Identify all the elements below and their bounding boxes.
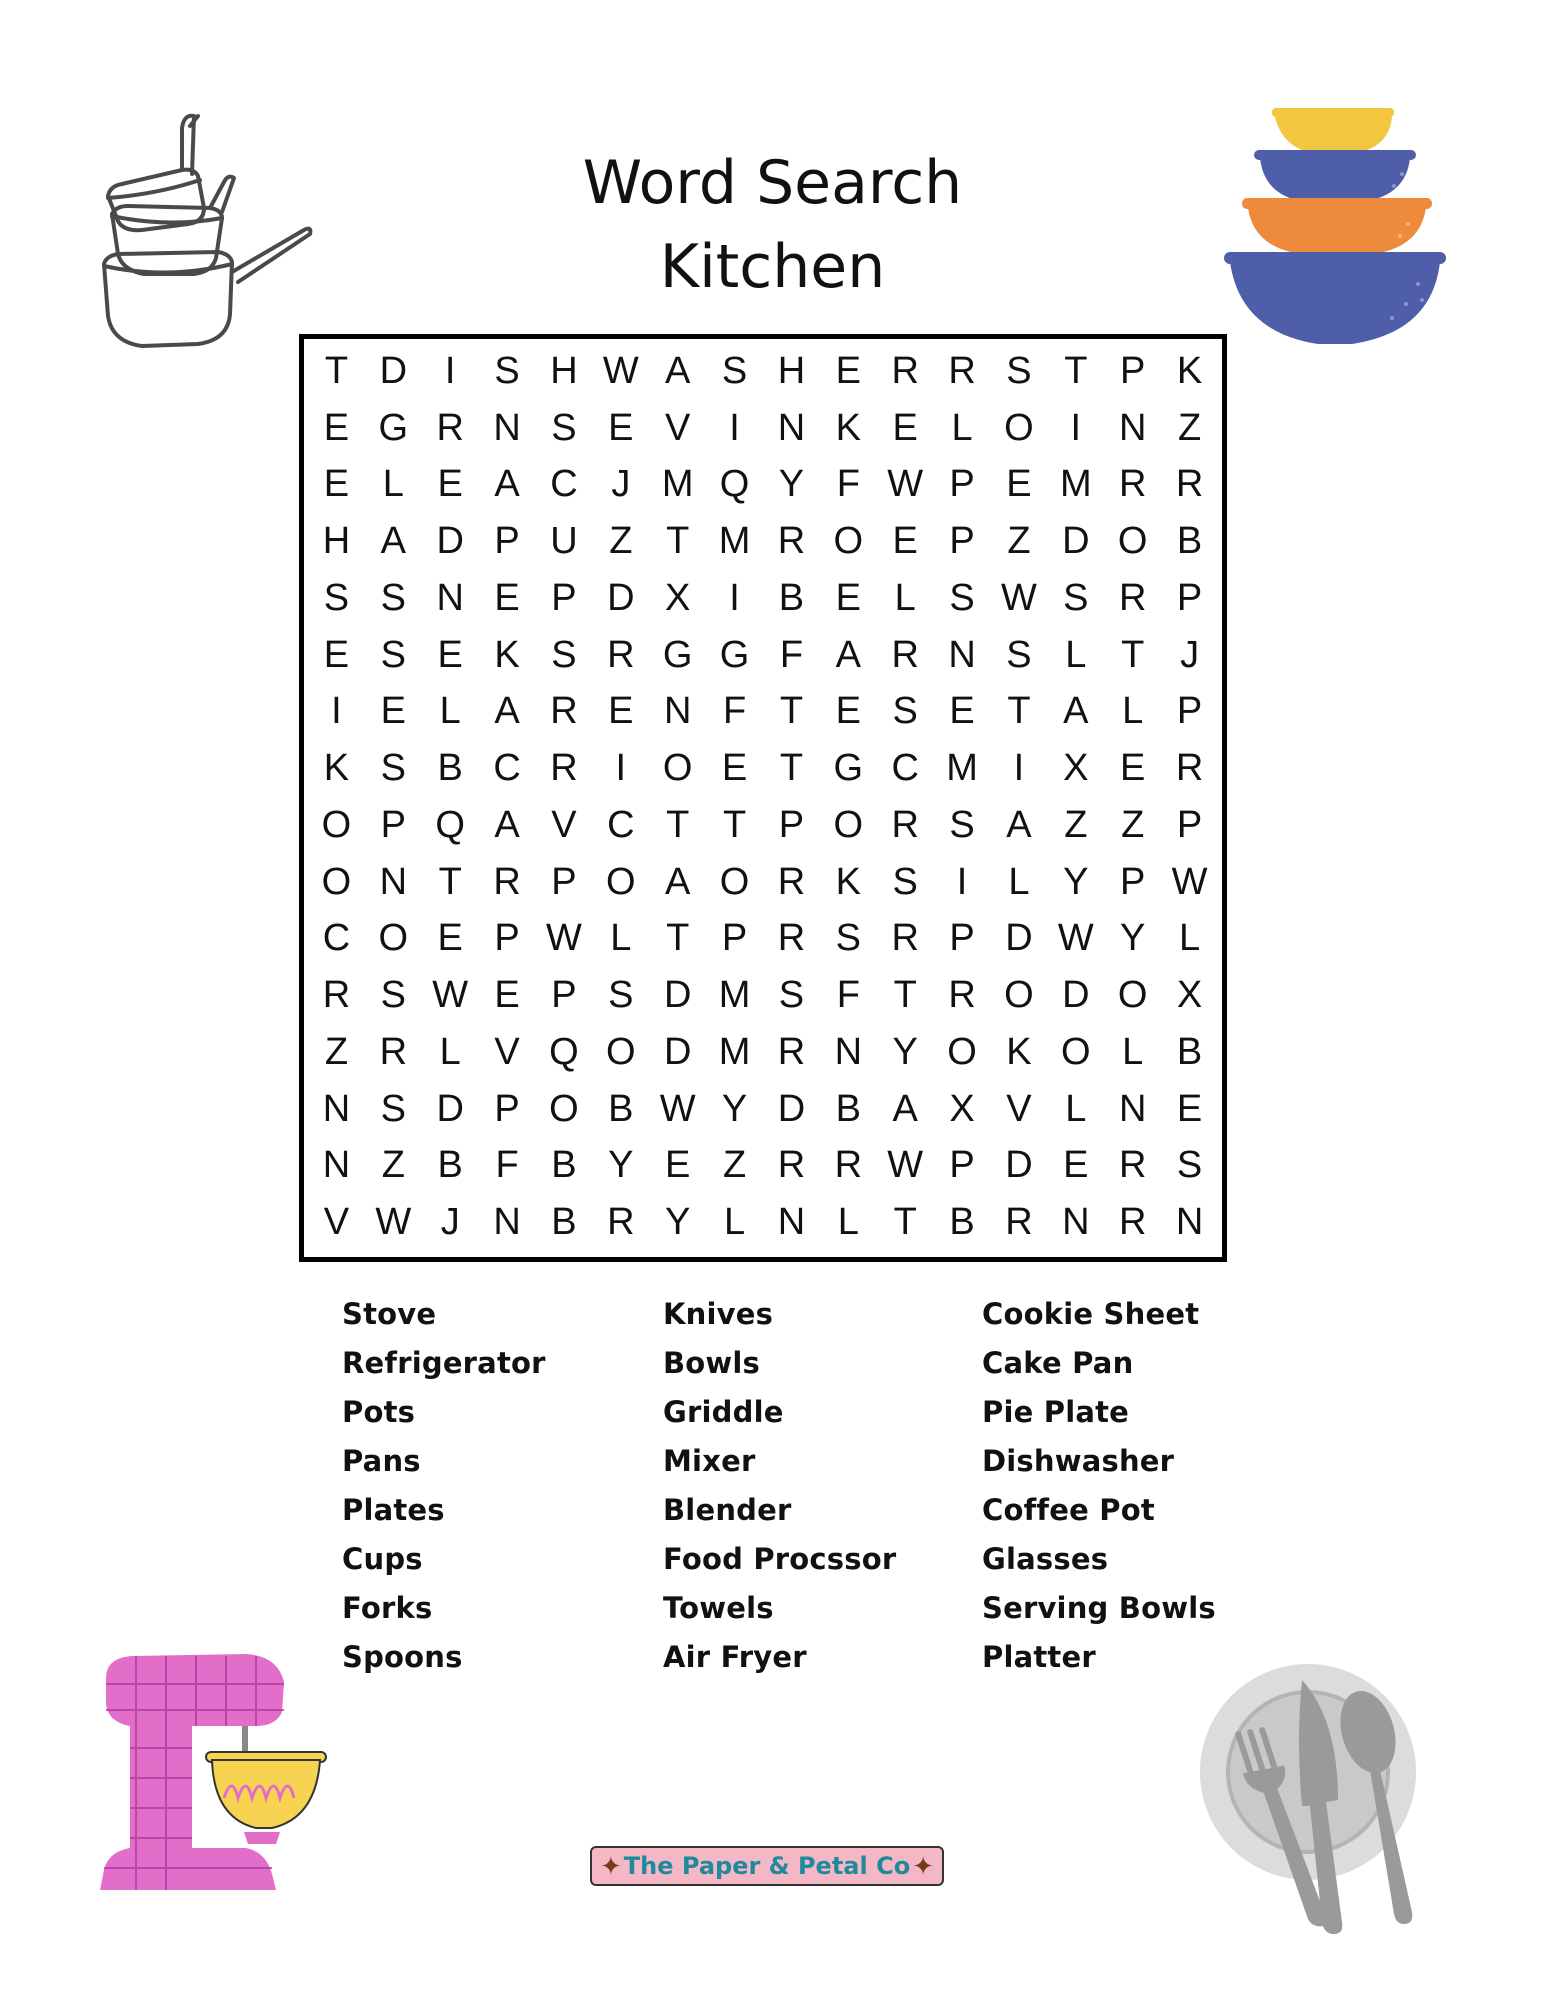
grid-letter: A [835,633,861,676]
grid-letter: G [719,633,750,676]
word-search-grid [299,334,1227,1262]
word-list-item: Air Fryer [663,1640,807,1674]
grid-letter: O [321,860,352,903]
grid-letter: T [666,803,690,846]
grid-letter: E [835,576,861,619]
grid-letter: I [331,690,342,733]
grid-letter: E [323,463,350,506]
grid-letter: N [493,1201,521,1244]
word-list-item: Pots [342,1395,416,1429]
grid-letter: N [493,406,521,449]
grid-letter: P [778,803,805,846]
grid-letter: E [1063,1144,1089,1187]
grid-letter: J [611,463,631,506]
grid-letter: D [1005,917,1033,960]
grid-letter: K [494,633,520,676]
grid-letter: M [718,520,751,563]
word-list-item: Pie Plate [982,1395,1130,1429]
grid-letter: R [891,803,919,846]
grid-letter: S [380,633,406,676]
grid-letter: N [1118,1087,1147,1130]
grid-letter: O [662,747,693,790]
grid-letter: S [608,974,634,1017]
grid-letter: R [948,974,976,1017]
grid-letter: E [608,690,634,733]
grid-letter: R [493,860,521,903]
stand-mixer-icon [96,1648,336,1896]
grid-letter: Q [719,463,750,506]
word-list-item: Griddle [663,1395,784,1429]
grid-letter: N [322,1087,351,1130]
grid-letter: E [835,690,861,733]
grid-letter: E [892,520,918,563]
grid-letter: O [833,520,864,563]
word-list-item: Dishwasher [982,1444,1175,1478]
grid-letter: X [665,576,691,619]
grid-letter: L [610,917,632,960]
grid-letter: A [380,520,406,563]
grid-letter: S [1006,633,1032,676]
grid-letter: T [666,520,690,563]
word-list-item: Cups [342,1542,423,1576]
grid-letter: R [777,917,806,960]
word-list-item: Plates [342,1493,445,1527]
grid-letter: O [321,803,352,846]
grid-letter: W [1171,860,1208,903]
grid-letter: L [439,1030,461,1073]
grid-letter: E [608,406,634,449]
grid-letter: V [551,803,577,846]
grid-letter: R [379,1030,408,1073]
grid-letter: H [322,520,351,563]
grid-letter: I [1070,406,1082,449]
grid-letter: E [323,633,350,676]
grid-letter: E [1120,747,1146,790]
grid-letter: Z [381,1144,405,1187]
grid-letter: D [663,1030,692,1073]
grid-letter: W [375,1201,412,1244]
grid-letter: V [494,1030,520,1073]
grid-letter: P [721,917,748,960]
grid-letter: A [892,1087,918,1130]
grid-letter: R [777,860,806,903]
word-list-item: Serving Bowls [982,1591,1216,1625]
grid-letter: C [550,463,578,506]
grid-letter: H [777,349,806,392]
grid-letter: A [494,463,520,506]
grid-letter: O [1004,406,1034,449]
grid-letter: R [1118,1144,1147,1187]
word-list-item: Stove [342,1297,437,1331]
grid-letter: M [718,1030,751,1073]
grid-letter: M [661,463,694,506]
grid-letter: L [1122,1030,1144,1073]
grid-letter: B [437,1144,463,1187]
grid-letter: R [607,1201,635,1244]
grid-letter: O [378,917,409,960]
grid-letter: F [722,690,747,733]
grid-letter: E [437,463,463,506]
grid-letter: R [891,917,919,960]
grid-letter: E [494,974,520,1017]
grid-letter: Z [609,520,633,563]
grid-letter: E [494,576,520,619]
grid-letter: W [659,1087,696,1130]
grid-letter: Y [608,1144,634,1187]
grid-letter: E [949,690,975,733]
grid-letter: D [436,1087,464,1130]
grid-letter: X [1176,974,1203,1017]
grid-letter: P [551,576,577,619]
grid-letter: F [836,463,860,506]
grid-letter: B [437,747,463,790]
grid-letter: N [1118,406,1147,449]
grid-letter: I [615,747,627,790]
grid-letter: T [779,690,804,733]
page-subtitle: Kitchen [659,232,886,302]
word-list-item: Spoons [342,1640,463,1674]
grid-letter: W [887,463,924,506]
grid-letter: D [379,349,408,392]
sparkle-icon: ✦ [912,1850,934,1881]
grid-letter: S [1006,349,1032,392]
grid-letter: R [891,349,919,392]
grid-letter: R [1118,463,1147,506]
grid-letter: C [607,803,635,846]
grid-letter: S [778,974,805,1017]
grid-letter: S [949,803,975,846]
grid-letter: K [1176,349,1203,392]
grid-letter: P [949,917,975,960]
word-list-item: Pans [342,1444,421,1478]
grid-letter: B [949,1201,975,1244]
grid-letter: O [606,1030,636,1073]
grid-letter: L [837,1201,859,1244]
grid-letter: C [322,917,351,960]
grid-letter: L [951,406,973,449]
grid-letter: L [382,463,404,506]
page-title: Word Search [582,148,963,218]
grid-letter: O [1117,974,1148,1017]
grid-letter: T [438,860,462,903]
word-list-column-1 [342,1290,546,1682]
grid-letter: T [893,974,917,1017]
grid-letter: B [551,1144,577,1187]
grid-letter: R [1175,747,1204,790]
grid-letter: M [946,747,978,790]
grid-letter: O [606,860,636,903]
grid-letter: S [835,917,861,960]
word-list-item: Platter [982,1640,1096,1674]
grid-letter: I [956,860,968,903]
grid-letter: A [1063,690,1089,733]
grid-letter: K [835,860,861,903]
word-list-item: Refrigerator [342,1346,546,1380]
grid-letter: S [494,349,520,392]
grid-letter: E [1006,463,1032,506]
grid-letter: R [550,690,578,733]
sparkle-icon: ✦ [600,1850,622,1881]
grid-letter: P [494,520,520,563]
word-list-item: Glasses [982,1542,1109,1576]
grid-letter: Y [1120,917,1146,960]
grid-letter: W [1001,576,1037,619]
brand-badge [590,1846,944,1886]
stacked-pots-icon [98,104,318,354]
grid-letter: A [665,860,691,903]
stacked-bowls-icon [1222,104,1448,348]
grid-letter: R [834,1144,863,1187]
grid-letter: V [665,406,691,449]
grid-letter: W [1057,917,1094,960]
grid-letter: E [892,406,918,449]
grid-letter: V [1006,1087,1032,1130]
grid-letter: P [551,860,577,903]
grid-letter: N [663,690,692,733]
grid-letter: S [551,633,577,676]
grid-letter: D [1062,520,1090,563]
grid-letter: O [719,860,750,903]
grid-letter: W [887,1144,924,1187]
grid-letter: K [1006,1030,1032,1073]
word-list-item: Coffee Pot [982,1493,1155,1527]
grid-letter: T [1064,349,1088,392]
grid-letter: L [1065,1087,1087,1130]
grid-letter: F [779,633,804,676]
grid-letter: G [833,747,864,790]
grid-letter: Z [324,1030,349,1073]
grid-letter: G [662,633,693,676]
grid-letter: N [777,1201,806,1244]
grid-letter: K [323,747,350,790]
grid-letter: T [1007,690,1031,733]
grid-letter: E [437,633,463,676]
grid-letter: T [779,747,804,790]
grid-letter: J [440,1201,460,1244]
grid-letter: R [777,1144,806,1187]
word-list-item: Towels [663,1591,774,1625]
grid-letter: P [494,1087,520,1130]
grid-letter: S [380,576,406,619]
grid-letter: X [949,1087,975,1130]
grid-letter: I [444,349,456,392]
grid-letter: S [949,576,975,619]
grid-letter: Y [721,1087,748,1130]
grid-letter: O [833,803,864,846]
grid-letter: W [602,349,639,392]
grid-letter: L [1065,633,1087,676]
grid-letter: F [836,974,860,1017]
grid-letter: O [1061,1030,1091,1073]
grid-letter: T [1121,633,1145,676]
grid-letter: E [1176,1087,1203,1130]
grid-letter: E [665,1144,691,1187]
grid-letter: R [777,1030,806,1073]
grid-letter: O [947,1030,977,1073]
grid-letter: L [1008,860,1030,903]
grid-letter: O [1117,520,1148,563]
grid-letter: R [891,633,919,676]
grid-letter: A [494,803,520,846]
grid-letter: A [494,690,520,733]
grid-letter: W [546,917,582,960]
grid-letter: R [777,520,806,563]
grid-letter: Z [1064,803,1088,846]
grid-letter: B [608,1087,634,1130]
grid-letter: E [437,917,463,960]
grid-letter: E [380,690,406,733]
grid-letter: N [777,406,806,449]
brand-name: The Paper & Petal Co [623,1852,911,1880]
grid-letter: V [323,1201,350,1244]
grid-letter: W [432,974,469,1017]
grid-letter: O [549,1087,579,1130]
grid-letter: S [551,406,577,449]
grid-letter: N [1175,1201,1204,1244]
grid-letter: S [721,349,748,392]
word-list-item: Forks [342,1591,433,1625]
grid-letter: H [550,349,578,392]
word-list-item: Cookie Sheet [982,1297,1200,1331]
grid-letter: N [379,860,408,903]
grid-letter: P [949,1144,975,1187]
grid-letter: D [663,974,692,1017]
grid-letter: R [322,974,351,1017]
word-list-item: Cake Pan [982,1346,1134,1380]
grid-letter: P [1176,803,1203,846]
grid-letter: P [494,917,520,960]
grid-letter: R [1175,463,1204,506]
grid-letter: O [1004,974,1034,1017]
grid-letter: P [380,803,406,846]
grid-letter: S [323,576,350,619]
grid-letter: R [607,633,635,676]
grid-letter: B [551,1201,577,1244]
grid-letter: I [729,576,740,619]
plate-fork-knife-spoon-icon [1198,1660,1448,1936]
grid-letter: A [1006,803,1032,846]
grid-letter: M [718,974,751,1017]
grid-letter: P [1120,349,1146,392]
grid-letter: S [380,747,406,790]
grid-letter: P [1120,860,1146,903]
grid-letter: N [436,576,464,619]
grid-letter: U [550,520,578,563]
grid-letter: R [1005,1201,1033,1244]
grid-letter: T [666,917,690,960]
grid-letter: Z [1177,406,1202,449]
grid-letter: J [1180,633,1200,676]
grid-letter: S [380,974,406,1017]
grid-letter: X [1063,747,1089,790]
grid-letter: D [436,520,464,563]
word-list-column-3 [982,1290,1216,1682]
grid-letter: Y [892,1030,918,1073]
grid-letter: S [1176,1144,1203,1187]
grid-letter: Q [435,803,465,846]
grid-letter: D [777,1087,806,1130]
grid-letter: B [835,1087,861,1130]
grid-letter: Z [1007,520,1031,563]
grid-letter: L [1178,917,1201,960]
grid-letter: B [778,576,805,619]
grid-letter: P [1176,690,1203,733]
grid-letter: C [493,747,521,790]
grid-letter: E [323,406,350,449]
grid-letter: Y [665,1201,691,1244]
grid-letter: G [378,406,409,449]
grid-letter: N [948,633,976,676]
word-list-item: Knives [663,1297,774,1331]
grid-letter: I [1013,747,1025,790]
grid-letter: L [439,690,461,733]
grid-letter: N [1062,1201,1090,1244]
grid-letter: S [892,860,918,903]
grid-letter: L [723,1201,746,1244]
grid-letter: Z [722,1144,747,1187]
grid-letter: T [324,349,349,392]
word-list-item: Mixer [663,1444,756,1478]
word-list-item: Blender [663,1493,792,1527]
grid-letter: P [949,520,975,563]
grid-letter: K [835,406,861,449]
grid-letter: E [835,349,861,392]
grid-letter: C [891,747,919,790]
grid-letter: B [1176,1030,1203,1073]
grid-letter: T [893,1201,917,1244]
grid-letter: R [1118,576,1147,619]
grid-letter: A [665,349,691,392]
grid-letter: Y [778,463,805,506]
grid-letter: S [380,1087,406,1130]
grid-letter: P [551,974,577,1017]
grid-letter: S [892,690,918,733]
grid-letter: R [436,406,464,449]
grid-letter: Z [1121,803,1145,846]
grid-letter: F [495,1144,519,1187]
grid-letter: D [1062,974,1090,1017]
grid-letter: I [729,406,740,449]
grid-letter: E [721,747,748,790]
grid-letter: L [894,576,916,619]
grid-letter: N [322,1144,351,1187]
grid-letter: Y [1063,860,1089,903]
grid-letter: Q [549,1030,579,1073]
grid-letter: D [1005,1144,1033,1187]
word-list-item: Food Procssor [663,1542,897,1576]
grid-letter: B [1176,520,1203,563]
word-list-column-2 [663,1290,896,1682]
grid-letter: L [1122,690,1144,733]
word-list-item: Bowls [663,1346,761,1380]
grid-letter: P [1176,576,1203,619]
grid-letter: P [949,463,975,506]
grid-letter: S [1063,576,1089,619]
grid-letter: R [1118,1201,1147,1244]
grid-letter: R [550,747,578,790]
grid-letter: T [722,803,747,846]
grid-letter: R [948,349,976,392]
grid-letter: N [834,1030,863,1073]
grid-letter: M [1059,463,1092,506]
grid-letter: D [607,576,635,619]
